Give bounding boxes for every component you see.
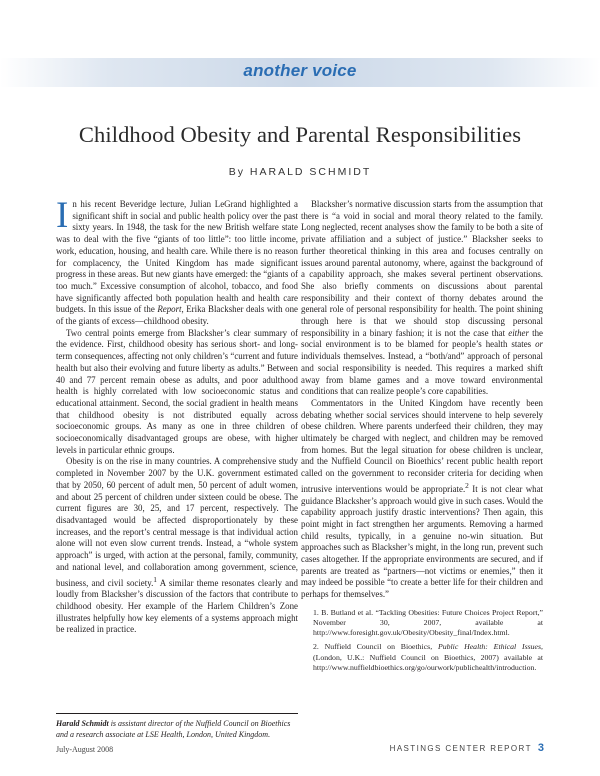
footnote-ref: 2: [465, 480, 469, 490]
paragraph: Obesity is on the rise in many countries. A comprehensive study completed in November 2007 by the U.K. government estimated that by 2050, 60 percent of adult men, 50 percent of adult women, and about 25 percent of children under sixteen could be obese. The current figures are 30, 25, and 17 percent, respectively. The disadvantaged would be affected disproportionately by these increases, and the report’s central message is that individual action alone will not even slow current trends. Instead, a “whole system approach” is urged, with action at the personal, family, community, and national level, and collaboration among government, science, business, and civil society.$^1$ A similar theme resonates clearly and loudly from Blacksher’s discussion of the factors that contribute to childhood obesity. Her example of the Harlem Children’s Zone illustrates helpfully how key elements of a systems approach might be realized in practice.: [56, 456, 298, 635]
paragraph: Blacksher’s normative discussion starts from the assumption that there is “a void in social and moral theory related to the family. Long neglected, recent analyses show the family to be both a site of private affiliation and a subject of justice.” Blacksher seeks to further theoretical thinking in this area and focuses centrally on issues around parental autonomy, where, against the background of a capability approach, she makes several pertinent observations. She also briefly comments on discussions about parental responsibility and their context of thorny debates around the general role of personal responsibility for health. The point shining through here is that we should stop discussing personal responsibility in a binary fashion; it is not the case that either the social environment is to be blamed for people’s health states or individuals themselves. Instead, a “both/and” approach of personal and social responsibility is needed. This requires a marked shift away from blame games and a move toward environmental conditions that can realize people’s core capabilities.: [301, 199, 543, 397]
paragraph: In his recent Beveridge lecture, Julian LeGrand highlighted a significant shift in social and public health policy over the past sixty years. In 1948, the task for the new British welfare state was to deal with the five “giants of too little”: too little income, work, education, housing, and health care. While there is no reason for complacency, the United Kingdom has made significant progress in these areas. But new giants have emerged: the “giants of too much.” Excessive consumption of alcohol, tobacco, and food have significantly affected both population health and health care budgets. In this issue of the Report, Erika Blacksher deals with one of the giants of excess—childhood obesity.: [56, 195, 298, 327]
paragraph: Commentators in the United Kingdom have recently been debating whether social services should intervene to help severely obese children. Where parents underfeed their children, they may ultimately be charged with neglect, and children may be removed from homes. But the legal situation for obese children is unclear, and the Nuffield Council on Bioethics’ recent public health report called on the government to reconsider criteria for deciding when intrusive interventions would be appropriate.$^2$ It is not clear what guidance Blacksher’s approach would give in such cases. Would the capability approach justify drastic interventions? Then again, this point might in fact strengthen her arguments. Removing a harmed child results, typically, in a genuine no-win situation. But approaches such as Blacksher’s might, in the long run, prevent such cases altogether. If the appropriate environments are secured, and if parents are treated as “partners—not victims or enemies,” then it may indeed be possible “to create a better life for their children and perhaps for themselves.”: [301, 397, 544, 600]
issue-date: July-August 2008: [56, 745, 114, 754]
left-column: [56, 195, 298, 636]
page-number: 3: [537, 742, 544, 754]
divider: [56, 713, 298, 714]
footnote: 2. Nuffield Council on Bioethics, Public Health: Ethical Issues, (London, U.K.: Nuffield Council on Bioethics, 2007) available at http://www.nuffieldbioethics.org/go/ourwork/publichealth/introduction.: [313, 642, 543, 672]
footnote-ref: 1: [153, 574, 157, 584]
footnote: 1. B. Butland et al. “Tackling Obesities: Future Choices Project Report,” November 30, 2007, available at http://www.foresight.gov.uk/Obesity/Obesity_final/Index.html.: [313, 607, 543, 638]
drop-cap: I: [56, 195, 69, 236]
right-column: [301, 199, 543, 677]
author-note: Harald Schmidt is assistant director of the Nuffield Council on Bioethics and a research associate at LSE Health, London, United Kingdom.: [56, 719, 291, 739]
footnotes: [301, 608, 543, 673]
article-byline: By HARALD SCHMIDT: [228, 166, 372, 178]
section-label: another voice: [243, 61, 357, 80]
paragraph: Two central points emerge from Blacksher’s clear summary of the evidence. First, childhood obesity has serious short- and long-term consequences, affecting not only children’s “current and future health but also their evolving and future liberty as adults.” Between 40 and 77 percent remain obese as adults, and poor adulthood health is highly correlated with low socioeconomic status and educational attainment. Second, the social gradient in health means that childhood obesity is not distributed equally across socioeconomic groups. As many as one in three children of socioeconomically disadvantaged groups are obese, with higher levels in particular ethnic groups.: [56, 327, 298, 455]
journal-name: HASTINGS CENTER REPORT: [389, 744, 532, 753]
article-title: Childhood Obesity and Parental Responsibilities: [78, 122, 522, 147]
running-footer: [390, 742, 544, 754]
